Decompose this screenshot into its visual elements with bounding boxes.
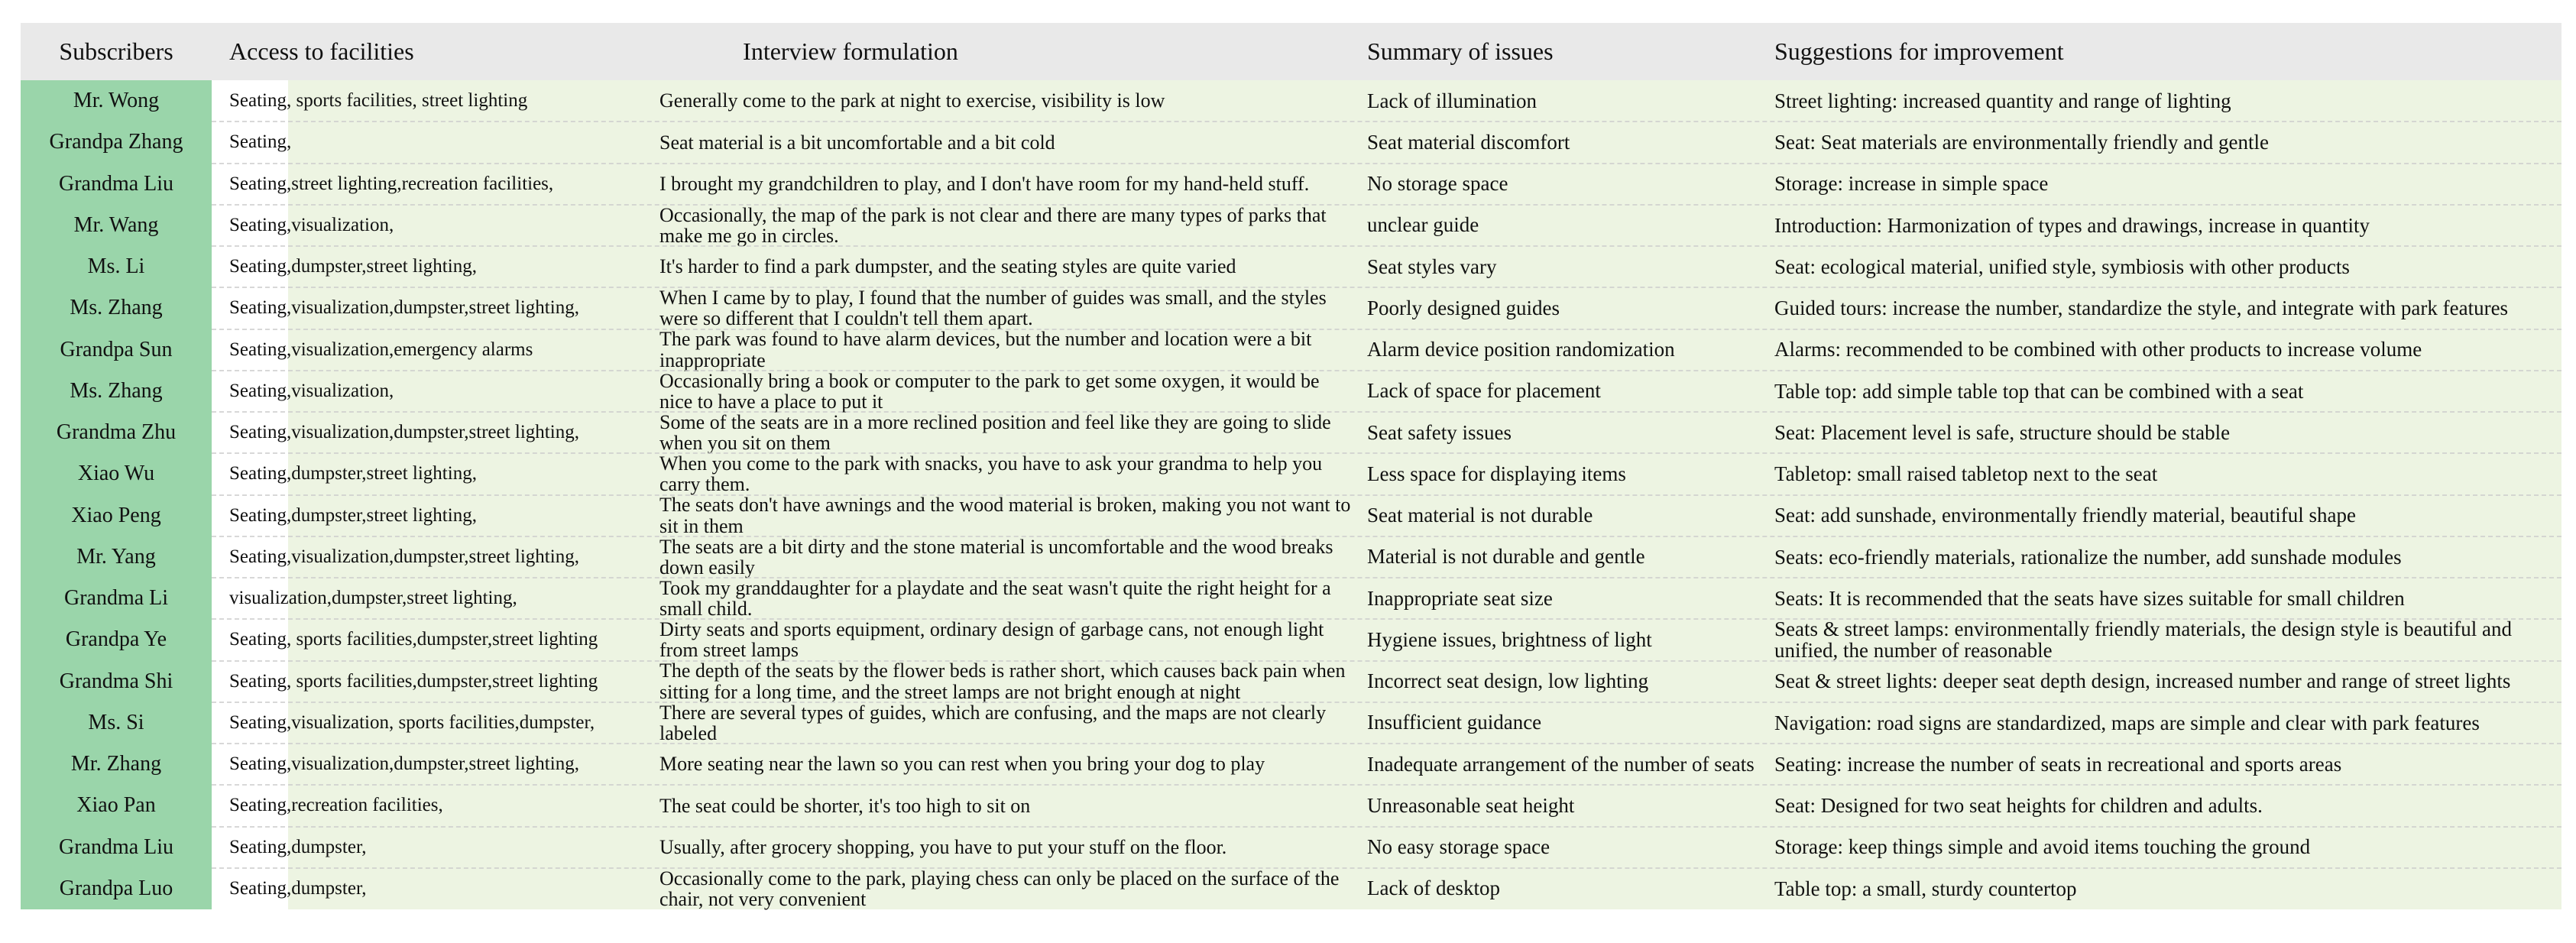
access-cell: Seating,visualization, bbox=[229, 214, 394, 235]
suggestion-cell bbox=[1771, 80, 2561, 122]
subscriber-cell: Grandpa Luo bbox=[59, 876, 173, 900]
interview-text: The seat could be shorter, it's too high to sit on bbox=[659, 794, 1031, 817]
access-cell: Seating,visualization,dumpster,street lighting, bbox=[229, 546, 579, 567]
suggestion-text: Guided tours: increase the number, standardize the style, and integrate with park features bbox=[1774, 297, 2509, 320]
table-row bbox=[21, 578, 2561, 619]
access-cell: Seating,visualization, bbox=[229, 380, 394, 401]
suggestion-cell bbox=[1771, 661, 2561, 702]
summary-cell: Incorrect seat design, low lighting bbox=[1367, 669, 1649, 693]
col-header-label: Access to facilities bbox=[229, 37, 414, 65]
interview-text: The park was found to have alarm devices, but the number and location were a bit inappropriate bbox=[659, 328, 1312, 371]
table-row bbox=[21, 205, 2561, 246]
table-row bbox=[21, 536, 2561, 578]
table-row bbox=[21, 246, 2561, 287]
interview-cell bbox=[659, 122, 1366, 163]
suggestion-cell bbox=[1771, 495, 2561, 536]
table-row bbox=[21, 868, 2561, 909]
interview-cell bbox=[659, 164, 1366, 205]
suggestion-text: Storage: increase in simple space bbox=[1774, 172, 2049, 196]
suggestion-text: Seats: It is recommended that the seats have sizes suitable for small children bbox=[1774, 586, 2405, 610]
summary-cell: Material is not durable and gentle bbox=[1367, 545, 1645, 569]
interview-text: Occasionally come to the park, playing chess can only be placed on the surface of the chair, not very convenient bbox=[659, 867, 1340, 910]
interview-cell bbox=[659, 827, 1366, 868]
table-row bbox=[21, 702, 2561, 744]
suggestion-text: Seat & street lights: deeper seat depth design, increased number and range of street lights bbox=[1774, 669, 2511, 693]
interview-text: Usually, after grocery shopping, you have to put your stuff on the floor. bbox=[659, 835, 1227, 858]
subscriber-cell: Ms. Zhang bbox=[70, 378, 163, 403]
suggestion-text: Seat: Seat materials are environmentally friendly and gentle bbox=[1774, 131, 2270, 154]
interview-text: Occasionally, the map of the park is not clear and there are many types of parks that make me go in circles. bbox=[659, 203, 1327, 247]
access-cell: Seating,visualization,dumpster,street lighting, bbox=[229, 297, 579, 319]
summary-cell: No easy storage space bbox=[1367, 835, 1550, 859]
subscriber-cell: Grandpa Zhang bbox=[49, 130, 183, 154]
col-header-access bbox=[212, 23, 659, 80]
table-row bbox=[21, 80, 2561, 122]
summary-cell: Seat material is not durable bbox=[1367, 504, 1593, 527]
suggestion-cell bbox=[1771, 371, 2561, 412]
suggestion-cell bbox=[1771, 744, 2561, 785]
table-row bbox=[21, 785, 2561, 826]
interview-cell bbox=[659, 246, 1366, 287]
table-header-row bbox=[21, 23, 2561, 80]
access-cell: Seating, bbox=[229, 131, 292, 153]
subscriber-cell: Ms. Zhang bbox=[70, 296, 163, 320]
suggestion-text: Introduction: Harmonization of types and drawings, increase in quantity bbox=[1774, 213, 2370, 237]
interview-text: Took my granddaughter for a playdate and the seat wasn't quite the right height for a small child. bbox=[659, 576, 1331, 621]
subscriber-cell: Mr. Wang bbox=[73, 212, 159, 237]
access-cell: Seating,dumpster, bbox=[229, 836, 367, 857]
table-row bbox=[21, 617, 2561, 663]
summary-cell: Inappropriate seat size bbox=[1367, 586, 1553, 610]
table-row bbox=[21, 744, 2561, 785]
table-row bbox=[21, 827, 2561, 868]
suggestion-text: Alarms: recommended to be combined with other products to increase volume bbox=[1774, 338, 2422, 361]
interview-cell bbox=[659, 785, 1366, 826]
summary-cell: Seat material discomfort bbox=[1367, 130, 1570, 154]
interview-cell bbox=[659, 80, 1366, 122]
interview-cell bbox=[659, 868, 1366, 909]
interview-cell bbox=[659, 661, 1366, 702]
summary-cell: unclear guide bbox=[1367, 213, 1479, 237]
suggestion-text: Seat: Placement level is safe, structure should be stable bbox=[1774, 420, 2231, 444]
subscriber-cell: Mr. Yang bbox=[76, 544, 156, 569]
subscriber-cell: Xiao Peng bbox=[71, 503, 161, 527]
suggestion-text: Navigation: road signs are standardized, maps are simple and clear with park features bbox=[1774, 711, 2480, 734]
subscriber-cell: Xiao Wu bbox=[77, 462, 155, 486]
table-row bbox=[21, 287, 2561, 329]
access-cell: Seating,visualization,dumpster,street lighting, bbox=[229, 753, 579, 775]
interview-cell bbox=[659, 495, 1366, 536]
col-header-label: Subscribers bbox=[59, 37, 173, 65]
table-row bbox=[21, 412, 2561, 453]
suggestion-cell bbox=[1771, 287, 2561, 329]
interview-text: Dirty seats and sports equipment, ordinary design of garbage cans, not enough light from street lamps bbox=[659, 618, 1324, 662]
table-row bbox=[21, 371, 2561, 412]
interview-text: The seats are a bit dirty and the stone material is uncomfortable and the wood breaks down easily bbox=[659, 535, 1333, 578]
interview-text: There are several types of guides, which are confusing, and the maps are not clearly labeled bbox=[659, 701, 1327, 744]
suggestion-cell bbox=[1771, 122, 2561, 163]
interview-text: Occasionally bring a book or computer to the park to get some oxygen, it would be nice to have a place to put it bbox=[659, 369, 1320, 413]
interview-text: The depth of the seats by the flower beds is rather short, which causes back pain when sitting for a long time, and the street lamps are not bright enough at night bbox=[659, 659, 1346, 703]
col-header-interview bbox=[659, 23, 1366, 80]
suggestion-cell bbox=[1771, 578, 2561, 619]
access-cell: Seating,dumpster,street lighting, bbox=[229, 504, 477, 526]
suggestion-text: Table top: a small, sturdy countertop bbox=[1774, 877, 2077, 900]
interview-cell bbox=[659, 619, 1366, 660]
summary-cell: Lack of space for placement bbox=[1367, 379, 1601, 403]
access-cell: visualization,dumpster,street lighting, bbox=[229, 588, 517, 609]
interview-cell bbox=[659, 205, 1366, 246]
suggestion-cell bbox=[1771, 164, 2561, 205]
access-cell: Seating,recreation facilities, bbox=[229, 795, 443, 816]
suggestion-cell bbox=[1771, 205, 2561, 246]
summary-cell: Lack of desktop bbox=[1367, 877, 1500, 900]
interview-text: When I came by to play, I found that the number of guides was small, and the styles were so different that I couldn't tell them apart. bbox=[659, 287, 1327, 330]
access-cell: Seating,dumpster,street lighting, bbox=[229, 463, 477, 484]
summary-cell: Seat safety issues bbox=[1367, 420, 1512, 444]
table-row bbox=[21, 122, 2561, 163]
access-cell: Seating, sports facilities, street lighting bbox=[229, 90, 528, 112]
interview-text: I brought my grandchildren to play, and I don't have room for my hand-held stuff. bbox=[659, 172, 1310, 195]
interview-cell bbox=[659, 412, 1366, 453]
summary-cell: Less space for displaying items bbox=[1367, 462, 1626, 485]
summary-cell: Poorly designed guides bbox=[1367, 296, 1560, 319]
suggestion-cell bbox=[1771, 246, 2561, 287]
suggestion-cell bbox=[1771, 536, 2561, 578]
summary-cell: Alarm device position randomization bbox=[1367, 338, 1675, 361]
access-cell: Seating,dumpster,street lighting, bbox=[229, 256, 477, 277]
subscriber-cell: Ms. Li bbox=[87, 254, 145, 279]
summary-cell: Hygiene issues, brightness of light bbox=[1367, 627, 1652, 651]
suggestion-cell bbox=[1771, 702, 2561, 744]
col-header-suggestions bbox=[1771, 23, 2561, 80]
table-body bbox=[21, 80, 2561, 909]
subscriber-cell: Mr. Zhang bbox=[70, 752, 162, 776]
interview-report-table bbox=[21, 23, 2561, 909]
suggestion-text: Seating: increase the number of seats in recreational and sports areas bbox=[1774, 752, 2342, 776]
suggestion-text: Tabletop: small raised tabletop next to the seat bbox=[1774, 462, 2158, 486]
table-row bbox=[21, 495, 2561, 536]
subscriber-cell: Grandma Shi bbox=[59, 669, 173, 693]
access-cell: Seating,dumpster, bbox=[229, 877, 367, 899]
interview-cell bbox=[659, 702, 1366, 744]
interview-text: The seats don't have awnings and the wood material is broken, making you not want to sit in them bbox=[659, 494, 1351, 537]
interview-text: Generally come to the park at night to exercise, visibility is low bbox=[659, 89, 1165, 112]
suggestion-text: Seat: add sunshade, environmentally friendly material, beautiful shape bbox=[1774, 504, 2357, 527]
summary-cell: Seat styles vary bbox=[1367, 254, 1497, 278]
interview-cell bbox=[659, 453, 1366, 494]
suggestion-cell bbox=[1771, 868, 2561, 909]
access-cell: Seating,visualization,emergency alarms bbox=[229, 339, 533, 360]
subscriber-cell: Grandpa Ye bbox=[65, 627, 167, 652]
table-row bbox=[21, 453, 2561, 494]
interview-text: More seating near the lawn so you can rest when you bring your dog to play bbox=[659, 753, 1265, 776]
subscriber-cell: Xiao Pan bbox=[76, 793, 156, 818]
interview-text: It's harder to find a park dumpster, and the seating styles are quite varied bbox=[659, 255, 1236, 278]
summary-cell: Insufficient guidance bbox=[1367, 711, 1542, 734]
interview-text: When you come to the park with snacks, you have to ask your grandma to help you carry them. bbox=[659, 452, 1323, 496]
suggestion-cell bbox=[1771, 785, 2561, 826]
suggestion-cell bbox=[1771, 412, 2561, 453]
suggestion-text: Seats & street lamps: environmentally friendly materials, the design style is beautiful and unified, the number of reasonable bbox=[1774, 617, 2513, 663]
access-cell: Seating, sports facilities,dumpster,street lighting bbox=[229, 670, 598, 692]
suggestion-text: Table top: add simple table top that can be combined with a seat bbox=[1774, 379, 2304, 403]
interview-cell bbox=[659, 744, 1366, 785]
table-row bbox=[21, 329, 2561, 371]
suggestion-cell bbox=[1771, 453, 2561, 494]
access-cell: Seating,visualization,dumpster,street lighting, bbox=[229, 422, 579, 443]
col-header-label: Summary of issues bbox=[1367, 37, 1554, 65]
subscriber-cell: Grandma Zhu bbox=[56, 420, 177, 445]
subscriber-cell: Grandma Li bbox=[63, 586, 169, 611]
summary-cell: No storage space bbox=[1367, 172, 1508, 196]
suggestion-text: Seat: ecological material, unified style, symbiosis with other products bbox=[1774, 254, 2350, 278]
suggestion-text: Seats: eco-friendly materials, rationalize the number, add sunshade modules bbox=[1774, 545, 2402, 569]
col-header-label: Interview formulation bbox=[743, 37, 958, 65]
interview-cell bbox=[659, 578, 1366, 619]
interview-cell bbox=[659, 329, 1366, 371]
table-row bbox=[21, 661, 2561, 702]
subscriber-cell: Grandma Liu bbox=[58, 171, 174, 196]
subscriber-cell: Mr. Wong bbox=[73, 89, 160, 113]
summary-cell: Lack of illumination bbox=[1367, 89, 1537, 112]
suggestion-text: Street lighting: increased quantity and range of lighting bbox=[1774, 89, 2231, 112]
suggestion-text: Storage: keep things simple and avoid items touching the ground bbox=[1774, 835, 2311, 859]
col-header-subscribers bbox=[21, 23, 212, 80]
suggestion-cell bbox=[1771, 827, 2561, 868]
interview-cell bbox=[659, 536, 1366, 578]
suggestion-cell bbox=[1771, 617, 2561, 663]
col-header-summary bbox=[1366, 23, 1771, 80]
summary-cell: Unreasonable seat height bbox=[1367, 793, 1575, 817]
summary-cell: Inadequate arrangement of the number of seats bbox=[1367, 752, 1755, 776]
access-cell: Seating,visualization, sports facilities,dumpster, bbox=[229, 711, 595, 733]
suggestion-cell bbox=[1771, 329, 2561, 371]
subscriber-cell: Grandpa Sun bbox=[60, 337, 173, 361]
interview-cell bbox=[659, 287, 1366, 329]
subscriber-cell: Grandma Liu bbox=[58, 834, 174, 859]
interview-text: Some of the seats are in a more reclined position and feel like they are going to slide when you sit on them bbox=[659, 410, 1331, 455]
subscriber-cell: Ms. Si bbox=[88, 710, 144, 734]
interview-cell bbox=[659, 371, 1366, 412]
table-row bbox=[21, 164, 2561, 205]
access-cell: Seating, sports facilities,dumpster,street lighting bbox=[229, 629, 598, 650]
col-header-label: Suggestions for improvement bbox=[1774, 37, 2064, 65]
access-cell: Seating,street lighting,recreation facilities, bbox=[229, 173, 554, 194]
suggestion-text: Seat: Designed for two seat heights for children and adults. bbox=[1774, 794, 2263, 818]
interview-text: Seat material is a bit uncomfortable and a bit cold bbox=[659, 131, 1055, 154]
